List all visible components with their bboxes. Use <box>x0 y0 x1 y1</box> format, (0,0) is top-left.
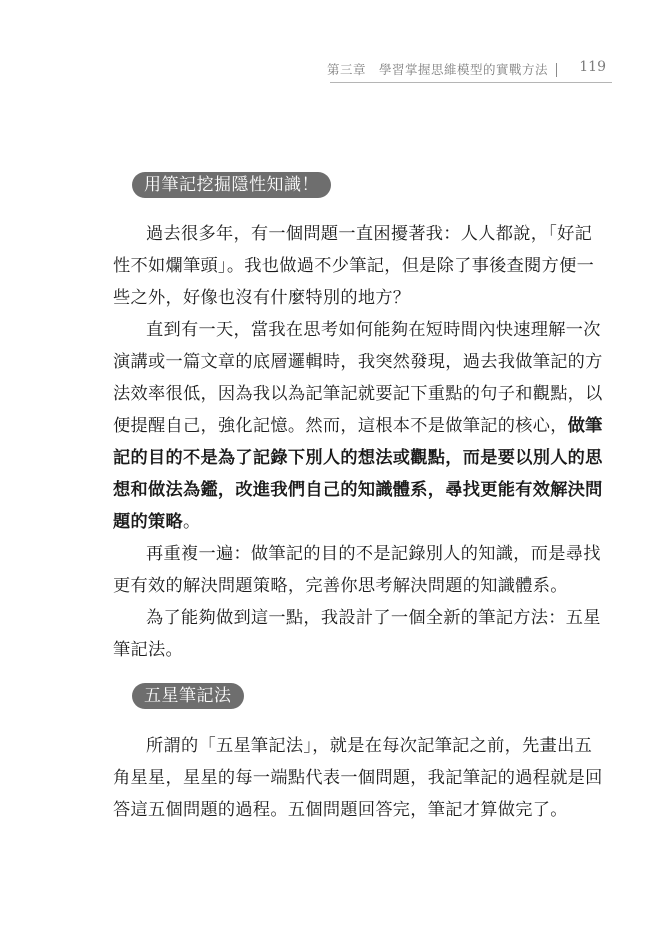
page-number: 119 <box>579 59 606 75</box>
paragraph-line: 角星星，星星的每一端點代表一個問題，我記筆記的過程就是回 <box>113 768 603 788</box>
header-divider <box>556 63 557 77</box>
section-heading-five-star-notes: 五星筆記法 <box>132 683 244 709</box>
line-text: 便提醒自己，強化記憶。然而，這根本不是做筆記的核心， <box>113 416 568 436</box>
paragraph-line <box>113 510 200 534</box>
chapter-title: 第三章 學習掌握思維模型的實戰方法 <box>326 62 548 77</box>
paragraph-line: 為了能夠做到這一點，我設計了一個全新的筆記方法：五星 <box>146 608 601 628</box>
emphasis-text: 做筆 <box>567 416 603 436</box>
section-heading-implicit-knowledge: 用筆記挖掘隱性知識！ <box>132 172 331 198</box>
paragraph-line: 法效率很低，因為我以為記筆記就要記下重點的句子和觀點，以 <box>113 384 603 404</box>
paragraph-line: 性不如爛筆頭」。我也做過不少筆記，但是除了事後查閱方便一 <box>113 256 595 276</box>
header-rule <box>330 82 612 83</box>
paragraph-line: 演講或一篇文章的底層邏輯時，我突然發現，過去我做筆記的方 <box>113 352 603 372</box>
paragraph-line: 更有效的解決問題策略，完善你思考解決問題的知識體系。 <box>113 576 568 596</box>
paragraph-line: 過去很多年，有一個問題一直困擾著我：人人都說，「好記 <box>146 224 593 244</box>
paragraph-line: 筆記法。 <box>113 640 183 660</box>
line-text: 。 <box>182 512 201 532</box>
paragraph-line: 直到有一天，當我在思考如何能夠在短時間內快速理解一次 <box>146 320 601 340</box>
paragraph-line: 答這五個問題的過程。五個問題回答完，筆記才算做完了。 <box>113 800 568 820</box>
paragraph-line: 些之外，好像也沒有什麼特別的地方？ <box>113 288 411 308</box>
running-head <box>326 59 610 82</box>
paragraph-line-emphasis: 想和做法為鑑，改進我們自己的知識體系，尋找更能有效解決問 <box>113 480 603 500</box>
paragraph-line: 再重複一遍：做筆記的目的不是記錄別人的知識，而是尋找 <box>146 544 601 564</box>
emphasis-text: 題的策略 <box>113 512 183 532</box>
paragraph-line: 所謂的「五星筆記法」，就是在每次記筆記之前，先畫出五 <box>146 736 593 756</box>
paragraph-line-emphasis: 記的目的不是為了記錄下別人的想法或觀點，而是要以別人的思 <box>113 448 603 468</box>
paragraph-line <box>113 414 603 438</box>
